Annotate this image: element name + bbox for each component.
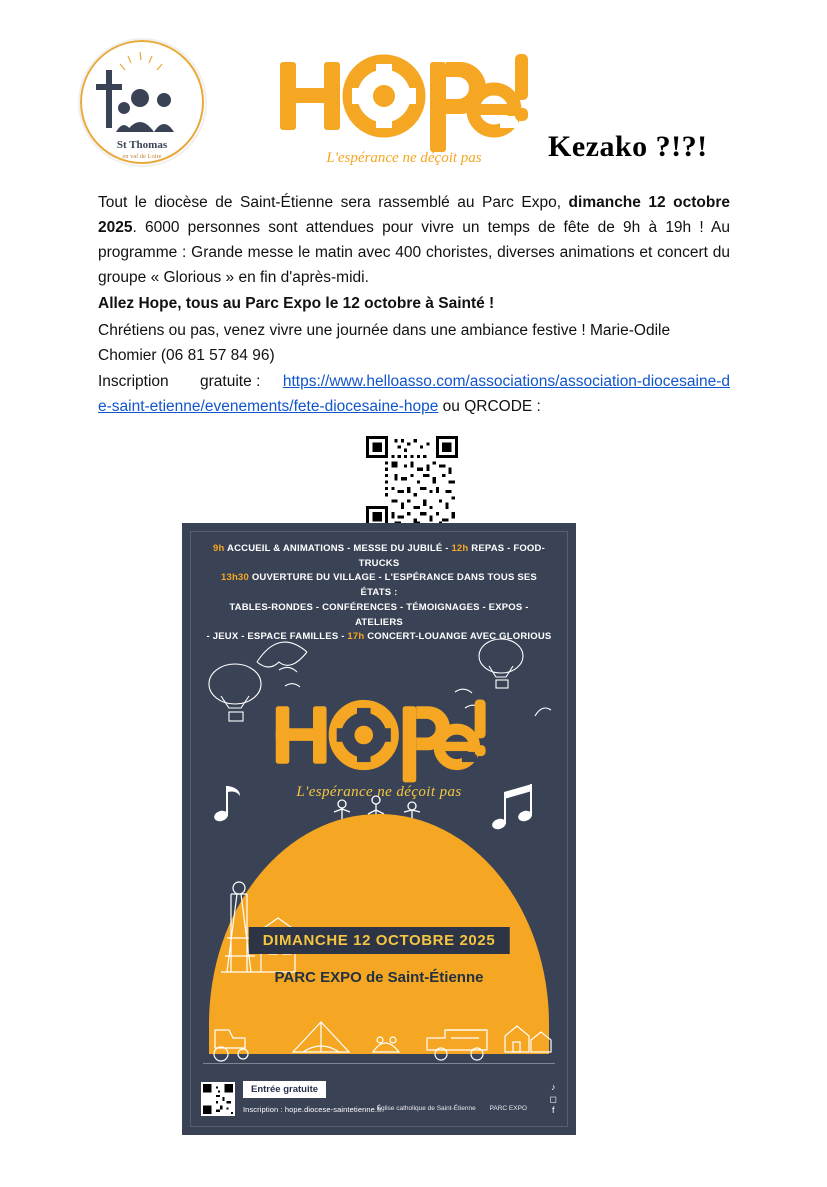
parish-logo	[78, 38, 207, 167]
registration-label: Inscription	[98, 372, 169, 390]
hope-logo-art	[272, 50, 532, 168]
poster-footer	[191, 1070, 567, 1126]
registration-link[interactable]: https://www.helloasso.com/associations/association-diocesaine-de-saint-etienne/evenements/fete-diocesaine-hope	[98, 372, 730, 415]
intro-text-b: . 6000 personnes sont attendues pour vivre un temps de fête de 9h à 19h ! Au programme : Grande messe le matin avec 400 choristes, diverses animations et concert du groupe « Glorious » en fin d'après-midi.	[98, 219, 730, 287]
mining-headframe-doodle	[207, 868, 303, 978]
tiktok-icon: ♪	[551, 1082, 556, 1093]
program-line-1: 9h ACCUEIL & ANIMATIONS - MESSE DU JUBILÉ - 12h REPAS - FOOD-TRUCKS	[213, 543, 545, 569]
qr-code-art	[366, 436, 458, 528]
intro-text-a: Tout le diocèse de Saint-Étienne sera rassemblé au Parc Expo,	[98, 194, 569, 211]
document-header	[0, 18, 827, 178]
umbrella-doodle	[247, 622, 337, 692]
paragraph-intro	[98, 190, 730, 290]
poster-date-banner: DIMANCHE 12 OCTOBRE 2025	[249, 927, 510, 954]
music-note-doodle-left	[207, 770, 277, 850]
hope-tagline-header: L'espérance ne déçoit pas	[326, 150, 482, 166]
paragraph-slogan	[98, 291, 730, 316]
paragraph-registration	[98, 369, 730, 419]
registration-qr-note: ou QRCODE :	[438, 397, 541, 415]
paragraph-contact	[98, 318, 730, 368]
facebook-icon: f	[552, 1104, 555, 1115]
poster-credits	[365, 1105, 527, 1114]
program-line-3: TABLES-RONDES - CONFÉRENCES - TÉMOIGNAGES - EXPOS - ATELIERS	[229, 601, 529, 628]
document-body	[98, 190, 730, 420]
qr-code-registration	[366, 436, 458, 528]
svg-text:en val de Loire: en val de Loire	[122, 153, 162, 160]
intro-date-bold: dimanche 12 octobre 2025	[98, 194, 730, 237]
poster-inner	[190, 531, 568, 1127]
event-poster	[182, 523, 576, 1135]
poster-footer-qr-icon	[201, 1082, 235, 1116]
credit-parc-expo: PARC EXPO	[489, 1105, 527, 1113]
slogan-bold: Allez Hope, tous au Parc Expo le 12 octobre à Sainté !	[98, 295, 495, 313]
program-line-4: - JEUX - ESPACE FAMILLES - 17h CONCERT-LOUANGE AVEC GLORIOUS	[206, 631, 552, 643]
poster-social-icons	[550, 1082, 557, 1116]
hope-logo-header	[272, 50, 532, 168]
instagram-icon: ◻	[549, 1093, 557, 1104]
poster-free-entry-badge: Entrée gratuite	[243, 1081, 326, 1098]
kezako-title: Kezako ?!?!	[548, 130, 708, 163]
registration-free-label: gratuite :	[199, 372, 261, 390]
village-doodles	[205, 1004, 565, 1066]
svg-text:St Thomas: St Thomas	[116, 139, 168, 151]
credit-church: Église catholique de Saint-Étienne	[376, 1105, 476, 1113]
poster-place: PARC EXPO de Saint-Étienne	[274, 969, 484, 986]
parish-logo-art	[80, 40, 205, 165]
contact-text: Chrétiens ou pas, venez vivre une journée dans une ambiance festive ! Marie-Odile Chomier (06 81 57 84 96)	[98, 321, 671, 364]
program-line-2: 13h30 OUVERTURE DU VILLAGE - L'ESPÉRANCE DANS TOUS SES ÉTATS :	[221, 572, 537, 599]
document-page	[0, 18, 827, 1187]
poster-inscription-url: Inscription : hope.diocese-saintetienne.fr	[243, 1105, 382, 1114]
poster-tagline: L'espérance ne déçoit pas	[296, 784, 462, 800]
